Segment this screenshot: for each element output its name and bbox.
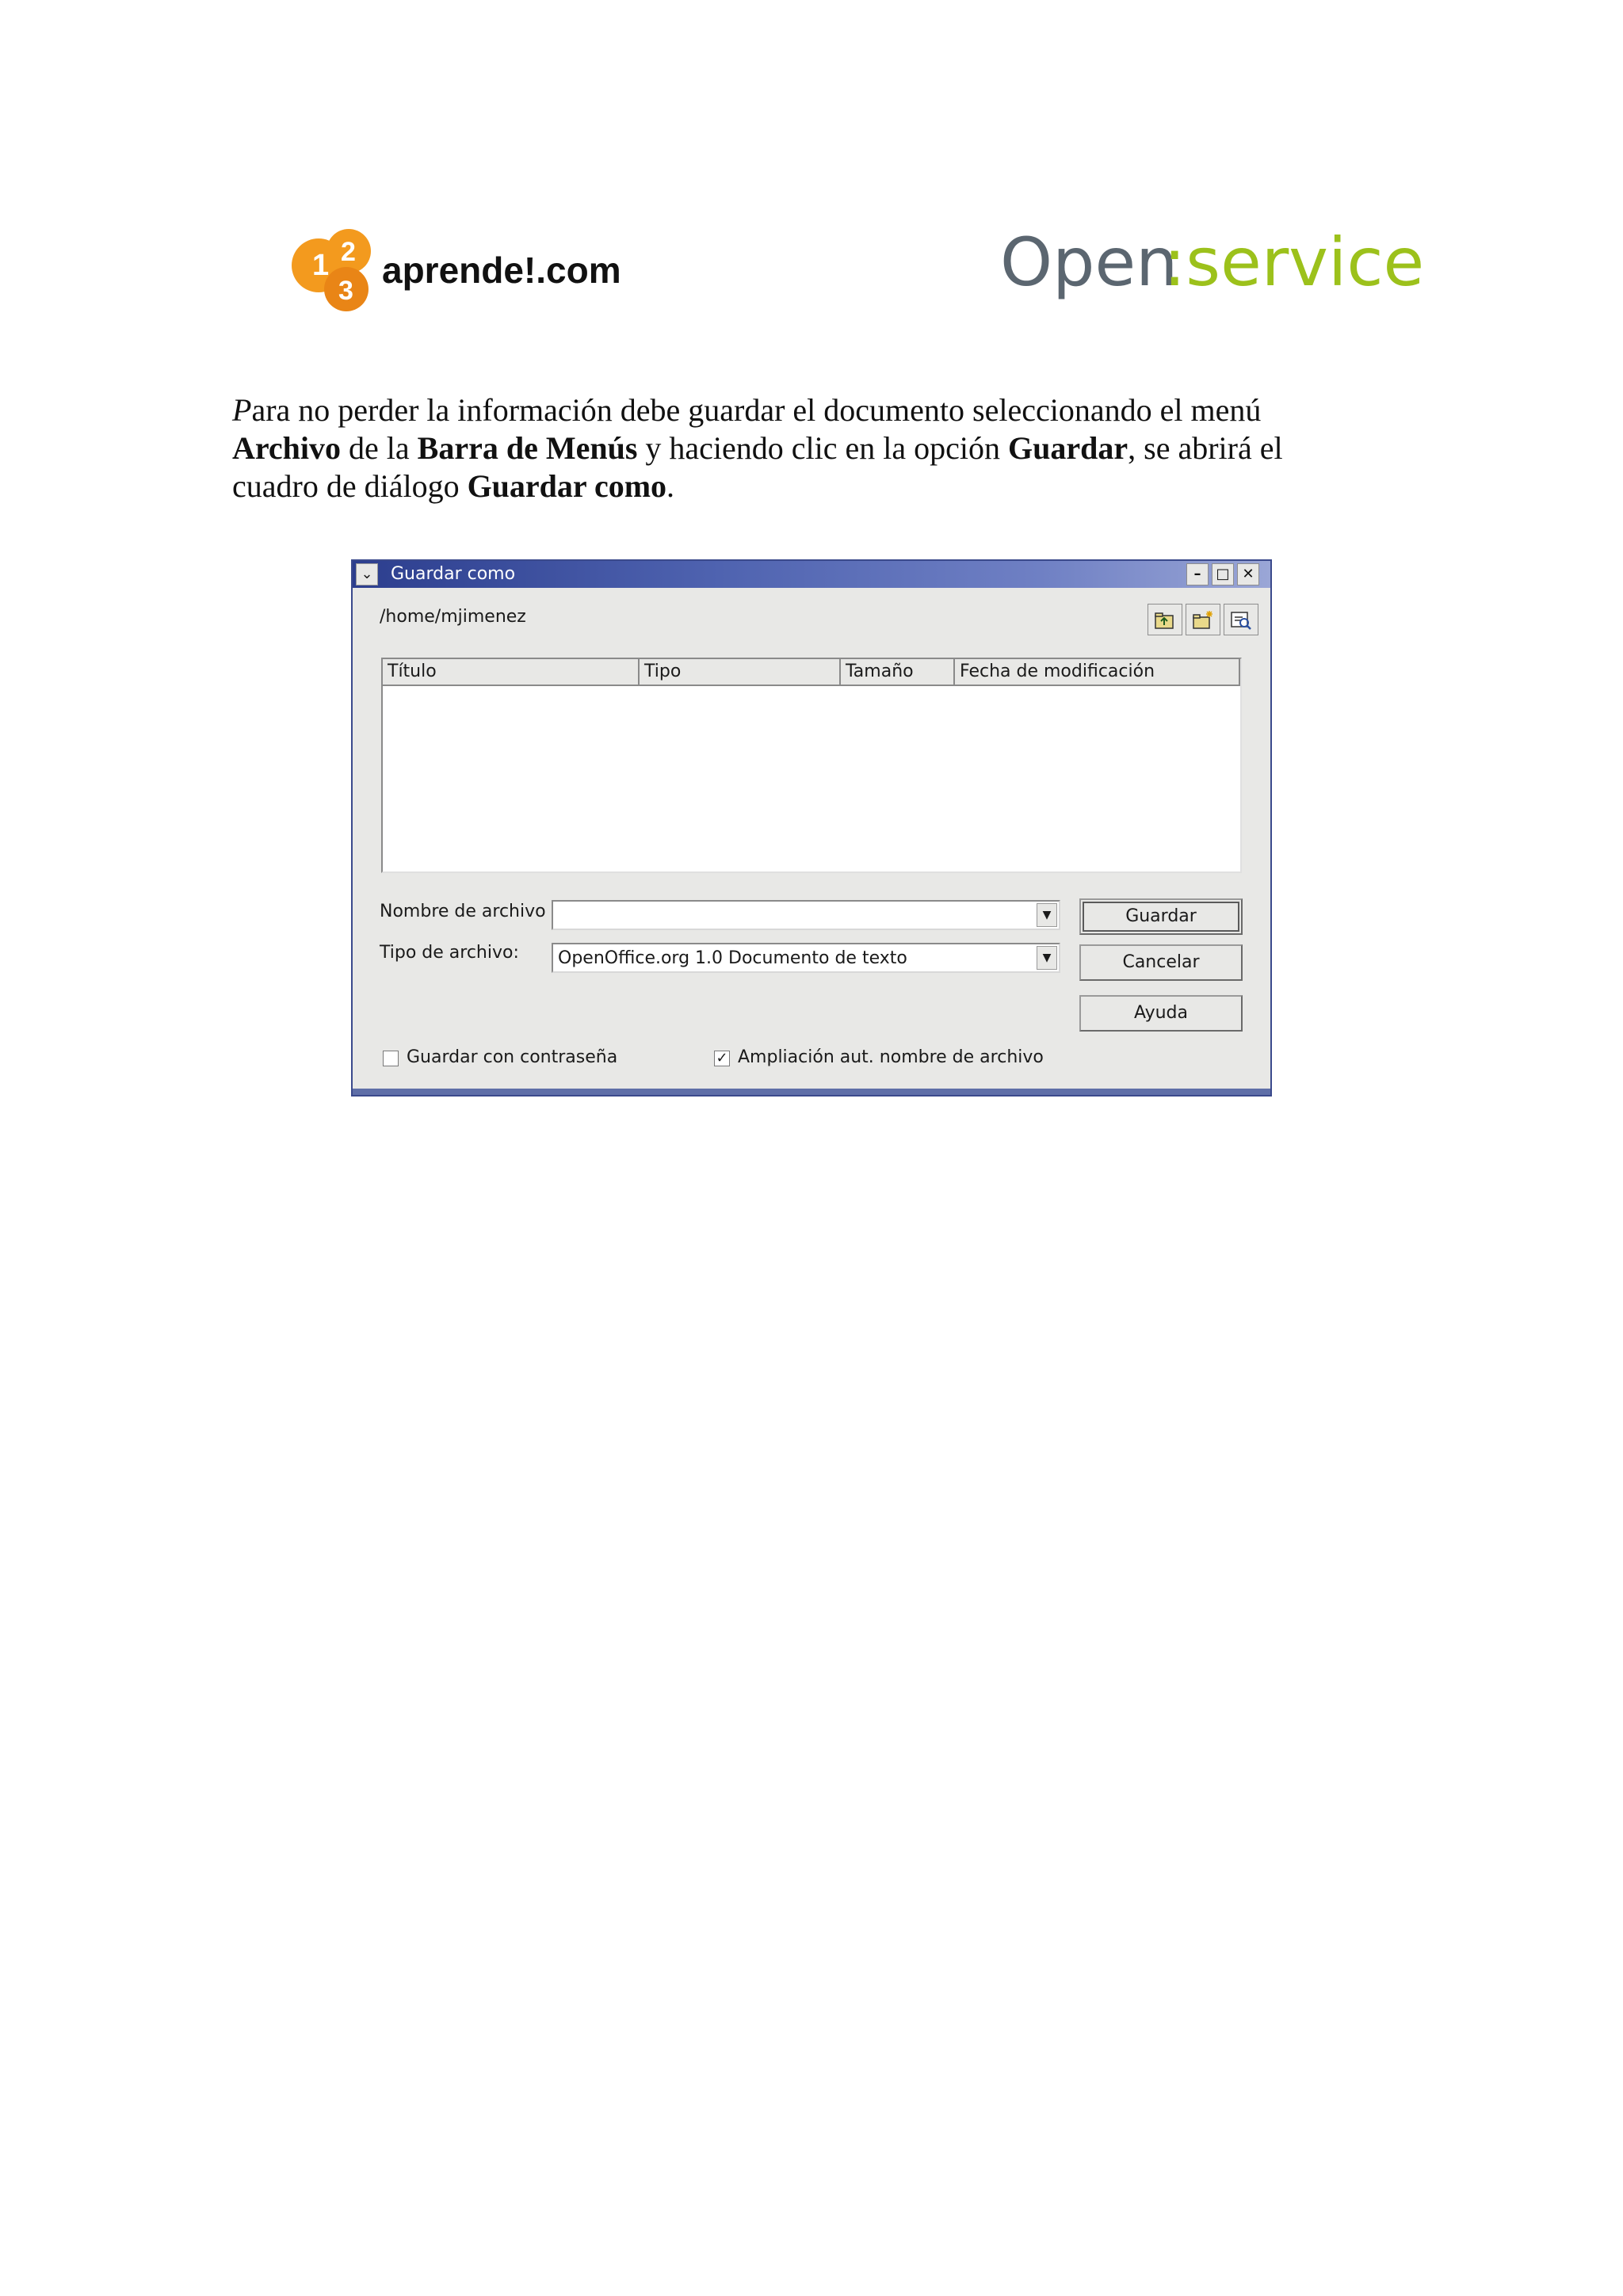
- default-directory-icon: [1230, 609, 1252, 630]
- file-list[interactable]: [381, 658, 1242, 873]
- chevron-down-icon[interactable]: ▼: [1037, 903, 1057, 927]
- save-button[interactable]: Guardar: [1079, 898, 1243, 935]
- logo-digit-3: 3: [338, 276, 353, 306]
- filetype-combo[interactable]: [552, 943, 1060, 973]
- dialog-titlebar[interactable]: [353, 561, 1270, 588]
- filename-combo[interactable]: [552, 900, 1060, 930]
- extension-checkbox-label: Ampliación aut. nombre de archivo: [738, 1047, 1044, 1067]
- dialog-title: Guardar como: [391, 564, 516, 584]
- column-header-title[interactable]: Título: [383, 659, 640, 686]
- instruction-paragraph: [232, 391, 1373, 505]
- new-folder-icon: [1192, 609, 1214, 630]
- current-path: /home/mjimenez: [380, 607, 526, 627]
- password-checkbox[interactable]: [383, 1051, 399, 1066]
- window-menu-icon[interactable]: ⌄: [356, 563, 378, 585]
- logo-digit-2: 2: [341, 237, 356, 267]
- extension-checkbox[interactable]: ✓: [714, 1051, 730, 1066]
- filetype-label: Tipo de archivo:: [380, 943, 519, 963]
- openservice-logo: [1000, 222, 1425, 309]
- close-icon[interactable]: ✕: [1237, 563, 1259, 585]
- cancel-button[interactable]: Cancelar: [1079, 944, 1243, 981]
- para-text-4: , se abrirá el cuadro de diálogo: [232, 430, 1283, 504]
- para-text-5: .: [666, 468, 675, 504]
- para-bold-archivo: Archivo: [232, 430, 342, 466]
- first-letter: P: [232, 392, 252, 428]
- logo-digit-1: 1: [312, 249, 330, 282]
- logo-service-text: :service: [1163, 223, 1425, 301]
- para-text-2: de la: [341, 430, 418, 466]
- para-text-3: y haciendo clic en la opción: [637, 430, 1009, 466]
- chevron-down-icon[interactable]: ▼: [1037, 946, 1057, 970]
- column-header-size[interactable]: Tamaño: [841, 659, 955, 686]
- para-bold-barra: Barra de Menús: [417, 430, 638, 466]
- para-text-1: ara no perder la información debe guardar el documento seleccionando el menú: [251, 392, 1262, 428]
- aprende-logo: [271, 226, 683, 313]
- dialog-bottom-border: [353, 1089, 1270, 1095]
- maximize-icon[interactable]: □: [1212, 563, 1234, 585]
- para-bold-guardar-como: Guardar como: [467, 468, 667, 504]
- column-header-modified[interactable]: Fecha de modificación: [955, 659, 1240, 686]
- help-button[interactable]: Ayuda: [1079, 995, 1243, 1032]
- column-header-type[interactable]: Tipo: [640, 659, 841, 686]
- new-folder-button[interactable]: [1186, 604, 1220, 635]
- logo-wordmark: aprende!.com: [382, 250, 621, 291]
- logo-open-text: Open: [1000, 223, 1178, 301]
- folder-up-icon: [1154, 609, 1176, 630]
- minimize-icon[interactable]: –: [1186, 563, 1209, 585]
- folder-up-button[interactable]: [1148, 604, 1182, 635]
- password-checkbox-label: Guardar con contraseña: [407, 1047, 618, 1067]
- para-bold-guardar: Guardar: [1008, 430, 1128, 466]
- filetype-value[interactable]: OpenOffice.org 1.0 Documento de texto: [558, 948, 907, 968]
- filename-label: Nombre de archivo: [380, 902, 546, 921]
- default-directory-button[interactable]: [1224, 604, 1258, 635]
- save-as-dialog: [351, 559, 1272, 1097]
